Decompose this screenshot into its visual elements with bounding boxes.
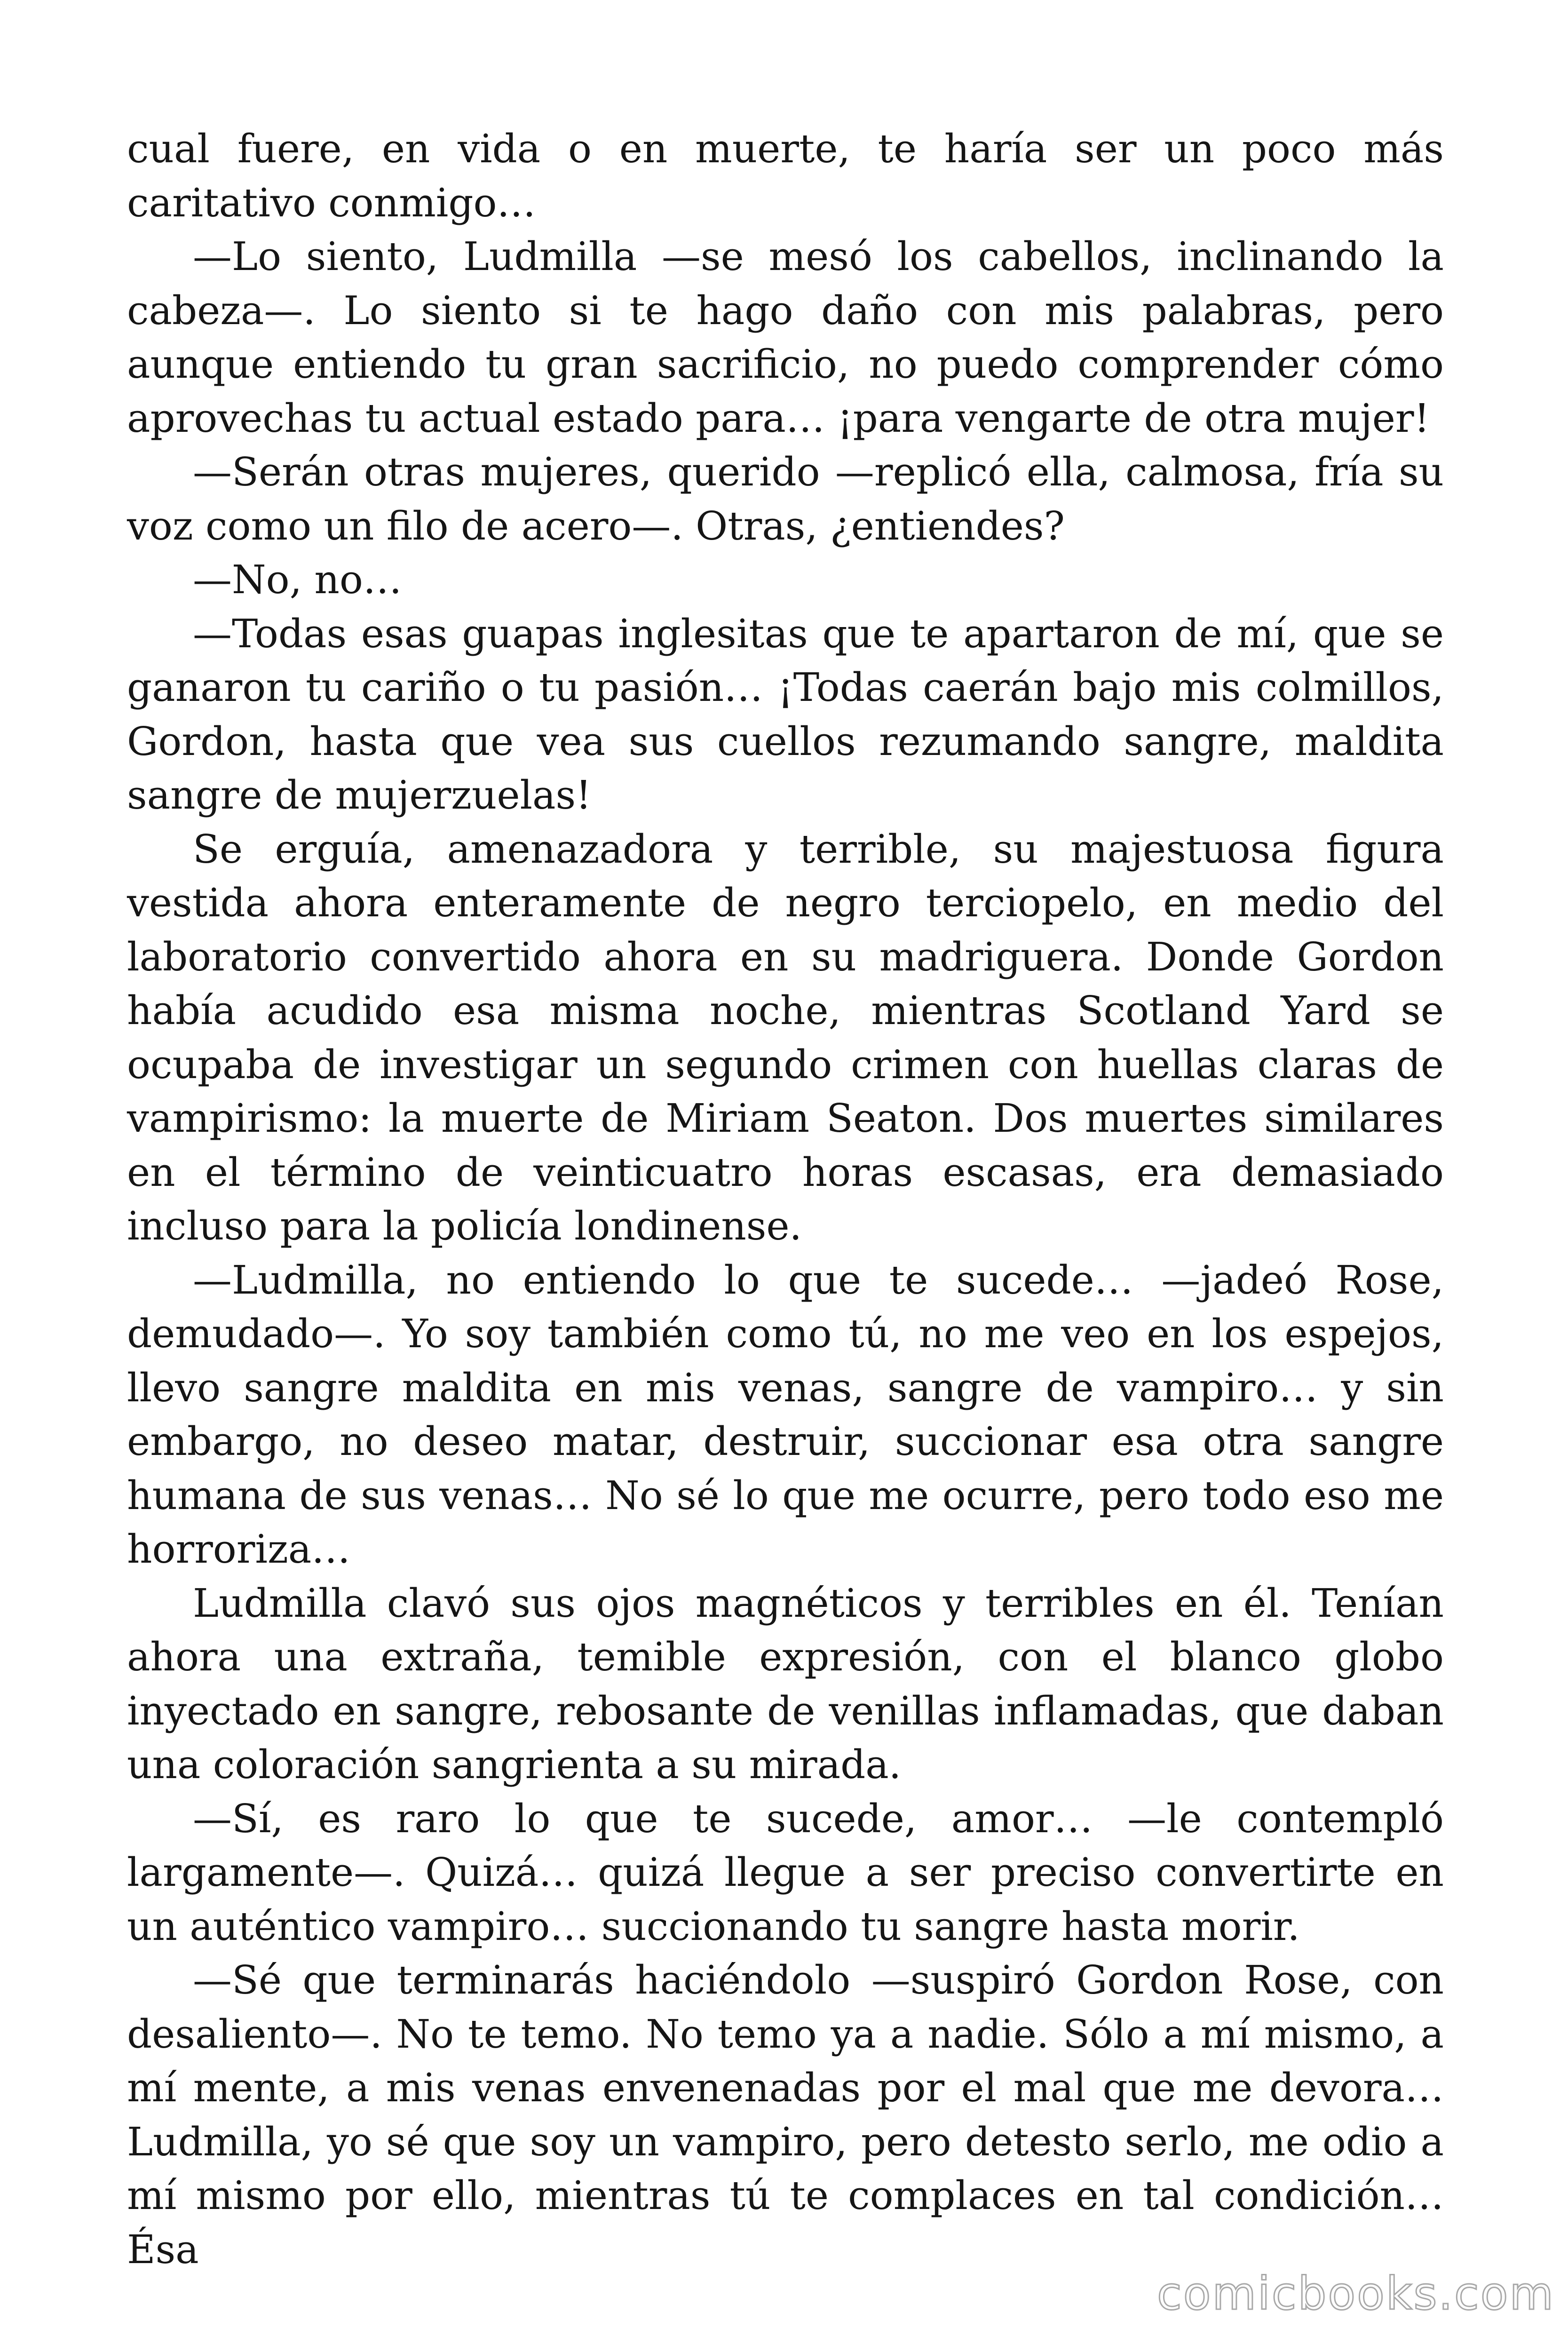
paragraph: —No, no…: [193, 557, 402, 603]
paragraph: Ludmilla clavó sus ojos magnéticos y terribles en él. Tenían ahora una extraña, temible expresión, con el blanco globo inyectado en sangre, rebosante de venillas inflamadas, que daban una coloración sangrienta a su mirada.: [127, 1580, 1444, 1788]
paragraph: —Sí, es raro lo que te sucede, amor… —le contempló largamente—. Quizá… quizá llegue a ser preciso convertirte en un auténtico vampiro… succionando tu sangre hasta morir.: [127, 1796, 1444, 1949]
paragraph: Se erguía, amenazadora y terrible, su majestuosa figura vestida ahora enteramente de negro terciopelo, en medio del laboratorio convertido ahora en su madriguera. Donde Gordon había acudido esa misma noche, mientras Scotland Yard se ocupaba de investigar un segundo crimen con huellas claras de vampirismo: la muerte de Miriam Seaton. Dos muertes similares en el término de veinticuatro horas escasas, era demasiado incluso para la policía londinense.: [127, 826, 1444, 1249]
book-page-text: [127, 122, 1444, 2277]
paragraph-continues: —Sé que terminarás haciéndolo —suspiró Gordon Rose, con desaliento—. No te temo. No temo ya a nadie. Sólo a mí mismo, a mí mente, a mis venas envenenadas por el mal que me devora… Ludmilla, yo sé que soy un vampiro, pero detesto serlo, me odio a mí mismo por ello, mientras tú te complaces en tal condición… Ésa: [127, 1957, 1444, 2273]
watermark-text: comicbooks.com: [1157, 2267, 1555, 2320]
paragraph: —Ludmilla, no entiendo lo que te sucede… —jadeó Rose, demudado—. Yo soy también como tú, no me veo en los espejos, llevo sangre maldita en mis venas, sangre de vampiro… y sin embargo, no deseo matar, destruir, succionar esa otra sangre humana de sus venas… No sé lo que me ocurre, pero todo eso me horroriza…: [127, 1257, 1444, 1572]
paragraph: —Serán otras mujeres, querido —replicó ella, calmosa, fría su voz como un filo de acero—. Otras, ¿entiendes?: [127, 449, 1444, 549]
paragraph-continued: cual fuere, en vida o en muerte, te haría ser un poco más caritativo conmigo…: [127, 126, 1444, 226]
paragraph: —Lo siento, Ludmilla —se mesó los cabellos, inclinando la cabeza—. Lo siento si te hago daño con mis palabras, pero aunque entiendo tu gran sacrificio, no puedo comprender cómo aprovechas tu actual estado para… ¡para vengarte de otra mujer!: [127, 234, 1444, 441]
paragraph: —Todas esas guapas inglesitas que te apartaron de mí, que se ganaron tu cariño o tu pasión… ¡Todas caerán bajo mis colmillos, Gordon, hasta que vea sus cuellos rezumando sangre, maldita sangre de mujerzuelas!: [127, 611, 1444, 818]
